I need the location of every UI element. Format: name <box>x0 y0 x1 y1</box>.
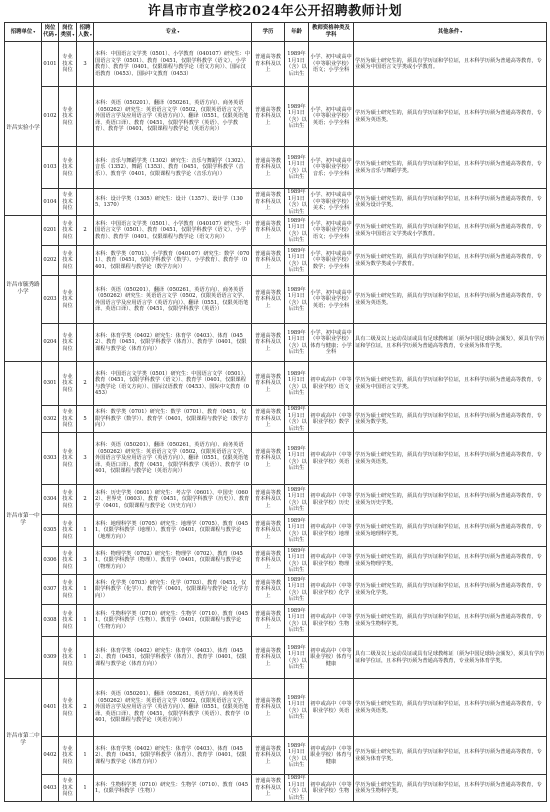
cert-cell: 小学、初中或高中（中等职业学校）体育与健康；小学全科 <box>309 324 354 362</box>
filter-dropdown-icon[interactable]: ▾ <box>54 32 57 37</box>
type-cell: 专业技术岗位 <box>59 406 77 433</box>
type-cell: 专业技术岗位 <box>59 575 77 605</box>
count-cell: 1 <box>77 637 94 679</box>
filter-dropdown-icon[interactable]: ▾ <box>460 28 463 34</box>
code-cell: 0202 <box>42 246 59 276</box>
cert-cell: 初中或高中（中等职业学校）化学 <box>309 575 354 605</box>
edu-cell: 普通高等教育本科及以上 <box>252 216 285 246</box>
code-cell: 0204 <box>42 324 59 362</box>
age-cell: 1989年1月1日（含）以后出生 <box>285 246 309 276</box>
cert-cell: 小学、初中或高中（中等职业学校）语文；小学全科 <box>309 216 354 246</box>
other-cell: 学历为硕士研究生的，须具有学历证和学位证，且本科学历须为普通高等教育，专业须为生物科学类。 <box>354 775 547 802</box>
code-cell: 0104 <box>42 189 59 216</box>
code-cell: 0304 <box>42 485 59 515</box>
type-cell: 专业技术岗位 <box>59 246 77 276</box>
code-cell: 0102 <box>42 87 59 147</box>
table-row <box>5 324 547 362</box>
other-cell: 学历为硕士研究生的，须具有学历证和学位证，且本科学历须为普通高等教育，专业须为中国语言文学类。 <box>354 362 547 406</box>
other-cell: 学历为硕士研究生的，须具有学历证和学位证，且本科学历须为普通高等教育，专业须为体育学类。 <box>354 737 547 775</box>
table-row <box>5 147 547 189</box>
edu-cell: 普通高等教育本科及以上 <box>252 605 285 637</box>
count-cell: 2 <box>77 485 94 515</box>
page-title: 许昌市市直学校2024年公开招聘教师计划 <box>147 4 403 19</box>
table-row <box>5 362 547 406</box>
major-cell: 本科：英语（050201）、翻译（050261，英语方向）、商务英语（050262）研究生：英语语言文学（0502，仅限英语语言文学、外国语言学及应用语言学（英语方向））、翻译（0551，仅限英语笔译、英语口译）、教育（0451，仅限学科教学（英语）） <box>94 276 252 324</box>
age-cell: 1989年1月1日（含）以后出生 <box>285 276 309 324</box>
cert-cell: 小学、初中或高中（中等职业学校）英语；小学全科 <box>309 87 354 147</box>
edu-cell: 普通高等教育本科及以上 <box>252 433 285 485</box>
edu-cell: 普通高等教育本科及以上 <box>252 679 285 737</box>
table-row <box>5 216 547 246</box>
cert-cell: 初中或高中（中等职业学校）体育与健康 <box>309 637 354 679</box>
unit-cell: 许昌实验小学 <box>5 42 42 216</box>
code-cell: 0308 <box>42 605 59 637</box>
age-cell: 1989年1月1日（含）以后出生 <box>285 637 309 679</box>
table-row <box>5 515 547 547</box>
cert-cell: 初中或高中（中等职业学校）地理 <box>309 515 354 547</box>
edu-cell: 普通高等教育本科及以上 <box>252 189 285 216</box>
type-cell: 专业技术岗位 <box>59 216 77 246</box>
other-cell: 学历为硕士研究生的，须具有学历证和学位证，且本科学历须为普通高等教育，专业须为地理科学类。 <box>354 515 547 547</box>
age-cell: 1989年1月1日（含）以后出生 <box>285 605 309 637</box>
age-cell: 1989年1月1日（含）以后出生 <box>285 679 309 737</box>
other-cell: 学历为硕士研究生的，须具有学历证和学位证，且本科学历须为普通高等教育，专业须为英语类。 <box>354 433 547 485</box>
count-cell <box>77 324 94 362</box>
header-age: 年龄 <box>285 23 309 42</box>
table-row <box>5 605 547 637</box>
table-header-row <box>5 23 547 42</box>
count-cell: 1 <box>77 605 94 637</box>
cert-cell: 初中或高中（中等职业学校）物理 <box>309 547 354 575</box>
other-cell: 学历为硕士研究生的，须具有学历证和学位证，且本科学历须为普通高等教育，专业须为历史学类。 <box>354 485 547 515</box>
edu-cell: 普通高等教育本科及以上 <box>252 42 285 87</box>
age-cell: 1989年1月1日（含）以后出生 <box>285 216 309 246</box>
count-cell: 2 <box>77 216 94 246</box>
age-cell: 1989年1月1日（含）以后出生 <box>285 485 309 515</box>
table-row <box>5 406 547 433</box>
code-cell: 0306 <box>42 547 59 575</box>
filter-dropdown-icon[interactable]: ▾ <box>33 28 36 34</box>
filter-dropdown-icon[interactable]: ▾ <box>72 32 75 37</box>
age-cell: 1989年1月1日（含）以后出生 <box>285 737 309 775</box>
age-cell: 1989年1月1日（含）以后出生 <box>286 775 307 801</box>
age-cell: 1989年1月1日（含）以后出生 <box>285 575 309 605</box>
table-row <box>5 637 547 679</box>
type-cell: 专业技术岗位 <box>59 679 77 737</box>
age-cell: 1989年1月1日（含）以后出生 <box>285 362 309 406</box>
code-cell: 0201 <box>42 216 59 246</box>
code-cell: 0307 <box>42 575 59 605</box>
age-cell: 1989年1月1日（含）以后出生 <box>285 42 309 87</box>
other-cell: 学历为硕士研究生的，须具有学历证和学位证，且本科学历须为普通高等教育，专业须为英语类。 <box>354 679 547 737</box>
count-cell: 5 <box>77 406 94 433</box>
table-row <box>5 737 547 775</box>
edu-cell: 普通高等教育本科及以上 <box>252 485 285 515</box>
code-cell: 0203 <box>42 276 59 324</box>
unit-cell: 许昌市毓秀路小学 <box>5 216 42 362</box>
edu-cell: 普通高等教育本科及以上 <box>252 147 285 189</box>
table-row <box>5 276 547 324</box>
cert-cell: 初中或高中（中等职业学校）生物 <box>309 605 354 637</box>
cert-cell: 小学、初中或高中（中等职业学校）音乐；小学全科 <box>309 147 354 189</box>
count-cell: 1 <box>77 775 94 802</box>
count-cell <box>77 246 94 276</box>
other-cell: 学历为硕士研究生的，须具有学历证和学位证，且本科学历须为普通高等教育，专业须为数学类或小学教育。 <box>354 246 547 276</box>
other-cell: 学历为硕士研究生的，须具有学历证和学位证，且本科学历须为普通高等教育，专业须为物理学类。 <box>354 547 547 575</box>
type-cell: 专业技术岗位 <box>59 189 77 216</box>
table-row <box>5 246 547 276</box>
type-cell: 专业技术岗位 <box>59 547 77 575</box>
table-row <box>5 547 547 575</box>
table-row <box>5 485 547 515</box>
header-cert: 教师资格种类及学科 <box>309 23 354 42</box>
cert-cell: 小学、初中或高中（中等职业学校）语文；小学全科 <box>309 42 354 87</box>
cert-cell: 初中或高中（中等职业学校）语文 <box>309 362 354 406</box>
edu-cell: 普通高等教育本科及以上 <box>252 362 285 406</box>
count-cell: 3 <box>77 547 94 575</box>
edu-cell: 普通高等教育本科及以上 <box>252 406 285 433</box>
header-unit[interactable]: 招聘单位▾ <box>5 23 42 42</box>
major-cell: 本科：化学类（0703）研究生：化学（0703）、教育（0451，仅限学科教学（化学））、教育学（0401，仅限课程与教学论（化学方向）） <box>94 575 252 605</box>
major-cell: 本科：英语（050201）、翻译（050261，英语方向）、商务英语（050262）研究生：英语语言文学（0502，仅限英语语言文学、外国语言学及应用语言学（英语方向））、翻译（0551，仅限英语笔译、英语口译）、教育（0451，仅限学科教学（英语）、小学教育）、教育学（0401，仅限课程与教学论（英语方向）） <box>94 87 252 147</box>
count-cell <box>77 87 94 147</box>
major-cell: 本科：历史学类（0601）研究生：考古学（0601）、中国史（0602）、世界史（0603）、教育（0451，仅限学科教学（历史））、教育学（0401，仅限课程与教学论（历史方向）） <box>94 485 252 515</box>
edu-cell: 普通高等教育本科及以上 <box>252 547 285 575</box>
type-cell: 专业技术岗位 <box>59 276 77 324</box>
type-cell: 专业技术岗位 <box>59 42 77 87</box>
count-cell: 1 <box>77 737 94 775</box>
age-cell: 1989年1月1日（含）以后出生 <box>285 433 309 485</box>
header-code[interactable]: 岗位代码▾ <box>42 23 59 42</box>
major-cell: 本科：中国语言文学类（0501）、小学教育（040107）研究生：中国语言文学（0501）、教育（0451，仅限学科教学（语文）、小学教育）、教育学（0401，仅限课程与教学论（语文方向））、国际汉语教育（0453）、国际中文教育（0453） <box>94 42 252 87</box>
code-cell: 0305 <box>42 515 59 547</box>
cert-cell: 小学、初中或高中（中等职业学校）英语；小学全科 <box>309 276 354 324</box>
filter-dropdown-icon[interactable]: ▾ <box>177 28 180 34</box>
cert-cell: 初中或高中（中等职业学校）数学 <box>309 406 354 433</box>
header-other[interactable]: 其他条件▾ <box>354 23 547 42</box>
table-row <box>5 87 547 147</box>
cert-cell: 初中或高中（中等职业学校）英语 <box>309 679 354 737</box>
major-cell: 本科：英语（050201）、翻译（050261，英语方向）、商务英语（050262）研究生：英语语言文学（0502，仅限英语语言文学、外国语言学及应用语言学（英语方向））、翻译（0551，仅限英语笔译、英语口译）、教育（0451，仅限学科教学（英语））、教育学（0401，仅限课程与教学论（英语方向）） <box>94 679 252 737</box>
cert-cell: 初中或高中（中等职业学校）体育与健康 <box>309 737 354 775</box>
code-cell: 0103 <box>42 147 59 189</box>
table-row <box>5 189 547 216</box>
major-cell: 本科：中国语言文学类（0501）研究生：中国语言文学（0501）、教育（0451，仅限学科教学（语文））、教育学（0401，仅限课程与教学论（语文方向））、国际汉语教育（0453）、国际中文教育（0453） <box>94 362 252 406</box>
filter-dropdown-icon[interactable]: ▾ <box>89 32 92 37</box>
count-cell <box>77 276 94 324</box>
count-cell <box>77 189 94 216</box>
age-cell: 1989年1月1日（含）以后出生 <box>286 189 307 215</box>
other-cell: 学历为硕士研究生的，须具有学历证和学位证，且本科学历须为普通高等教育，专业须为设计学类。 <box>354 189 547 216</box>
major-cell: 本科：生物科学类（0710）研究生：生物学（0710）、教育（0451，仅限学科教学（生物））、教育学（0401，仅限课程与教学论（生物方向）） <box>94 605 252 637</box>
count-cell: 2 <box>77 362 94 406</box>
age-cell: 1989年1月1日（含）以后出生 <box>285 515 309 547</box>
type-cell: 专业技术岗位 <box>59 324 77 362</box>
other-cell: 学历为硕士研究生的，须具有学历证和学位证，且本科学历须为普通高等教育，专业须为中国语言文学类或小学教育。 <box>354 216 547 246</box>
edu-cell: 普通高等教育本科及以上 <box>252 246 285 276</box>
count-cell: 1 <box>77 575 94 605</box>
header-major[interactable]: 专业▾ <box>94 23 252 42</box>
count-cell: 1 <box>77 515 94 547</box>
table-row <box>5 575 547 605</box>
type-cell: 专业技术岗位 <box>59 605 77 637</box>
count-cell: 2 <box>77 679 94 737</box>
type-cell: 专业技术岗位 <box>59 515 77 547</box>
type-cell: 专业技术岗位 <box>59 637 77 679</box>
major-cell: 本科：地理科学类（0705）研究生：地理学（0705）、教育（0451，仅限学科教学（地理））、教育学（0401，仅限课程与教学论（地理方向）） <box>94 515 252 547</box>
age-cell: 1989年1月1日（含）以后出生 <box>285 147 309 189</box>
header-count[interactable]: 招聘人数▾ <box>77 23 94 42</box>
type-cell: 专业技术岗位 <box>59 737 77 775</box>
major-cell: 本科：英语（050201）、翻译（050261，英语方向）、商务英语（050262）研究生：英语语言文学（0502，仅限英语语言文学、外国语言学及应用语言学（英语方向））、翻译（0551，仅限英语笔译、英语口译）、教育（0451，仅限学科教学（英语））、教育学（0401，仅限课程与教学论（英语方向）） <box>94 433 252 485</box>
edu-cell: 普通高等教育本科及以上 <box>252 515 285 547</box>
code-cell: 0301 <box>42 362 59 406</box>
major-cell: 本科：体育学类（0402）研究生：体育学（0403）、体育（0452）、教育（0451，仅限学科教学（体育））、教育学（0401，仅限课程与教学论（体育方向）） <box>94 637 252 679</box>
recruitment-table <box>4 22 547 802</box>
other-cell: 学历为硕士研究生的，须具有学历证和学位证，且本科学历须为普通高等教育，专业须为英语类。 <box>354 276 547 324</box>
cert-cell: 小学、初中或高中（中等职业学校）美术；小学全科 <box>309 189 354 216</box>
edu-cell: 普通高等教育本科及以上 <box>252 737 285 775</box>
type-cell: 专业技术岗位 <box>59 87 77 147</box>
other-cell: 学历为硕士研究生的，须具有学历证和学位证，且本科学历须为普通高等教育，专业须为音乐与舞蹈学类。 <box>354 147 547 189</box>
edu-cell: 普通高等教育本科及以上 <box>252 575 285 605</box>
major-cell: 本科：体育学类（0402）研究生：体育学（0403）、体育（0452）、教育（0451，仅限学科教学（体育））、教育学（0401，仅限课程与教学论（体育方向）） <box>94 324 252 362</box>
other-cell: 学历为硕士研究生的，须具有学历证和学位证，且本科学历须为普通高等教育，专业须为中国语言文学类或小学教育。 <box>354 42 547 87</box>
major-cell: 本科：音乐与舞蹈学类（1302）研究生：音乐与舞蹈学（1302）、音乐（1352）、舞蹈（1353）、教育（0451，仅限学科教学（音乐））、教育学（0401，仅限课程与教学论（音乐方向）） <box>94 147 252 189</box>
other-cell: 学历为硕士研究生的，须具有学历证和学位证，且本科学历须为普通高等教育，专业须为英语类。 <box>354 87 547 147</box>
cert-cell: 小学、初中或高中（中等职业学校）数学；小学全科 <box>309 246 354 276</box>
major-cell: 本科：中国语言文学类（0501）、小学教育（040107）研究生：中国语言文学（0501）、教育（0451，仅限学科教学（语文）、小学教育）、教育学（0401，仅限课程与教学论（语文方向）） <box>94 216 252 246</box>
edu-cell: 普通高等教育本科及以上 <box>252 637 285 679</box>
age-cell: 1989年1月1日（含）以后出生 <box>285 87 309 147</box>
major-cell: 本科：生物科学类（0710）研究生：生物学（0710）、教育（0451，仅限学科教学（生物）） <box>94 775 252 802</box>
code-cell: 0309 <box>42 637 59 679</box>
header-edu: 学历 <box>252 23 285 42</box>
unit-cell: 许昌市第二中学 <box>5 679 42 802</box>
document-page <box>4 2 546 808</box>
type-cell: 专业技术岗位 <box>59 775 77 802</box>
code-cell: 0101 <box>42 42 59 87</box>
count-cell: 3 <box>77 42 94 87</box>
major-cell: 本科：数学类（0701）研究生：数学（0701）、教育（0451，仅限学科教学（数学））、教育学（0401，仅限课程与教学论（数学方向）） <box>94 406 252 433</box>
age-cell: 1989年1月1日（含）以后出生 <box>286 406 307 432</box>
other-cell: 学历为硕士研究生的，须具有学历证和学位证，且本科学历须为普通高等教育，专业须为数学类。 <box>354 406 547 433</box>
unit-cell: 许昌市第一中学 <box>5 362 42 679</box>
edu-cell: 普通高等教育本科及以上 <box>252 775 285 802</box>
table-row <box>5 775 547 802</box>
count-cell: 3 <box>77 433 94 485</box>
edu-cell: 普通高等教育本科及以上 <box>252 324 285 362</box>
count-cell <box>77 147 94 189</box>
cert-cell: 初中或高中（中等职业学校）历史 <box>309 485 354 515</box>
other-cell: 具有二级及以上运动员证或具有足球教练证（须为中国足球协会颁发），须具有学历证和学位证，且本科学历须为普通高等教育，专业须为体育学类。 <box>354 324 547 362</box>
code-cell: 0402 <box>42 737 59 775</box>
cert-cell: 初中或高中（中等职业学校）英语 <box>309 433 354 485</box>
other-cell: 具有二级及以上运动员证或具有足球教练证（须为中国足球协会颁发），须具有学历证和学位证，且本科学历须为普通高等教育，专业须为体育学类。 <box>354 637 547 679</box>
table-row <box>5 679 547 737</box>
code-cell: 0302 <box>42 406 59 433</box>
major-cell: 本科：物理学类（0702）研究生：物理学（0702）、教育（0451，仅限学科教学（物理））、教育学（0401，仅限课程与教学论（物理方向）） <box>94 547 252 575</box>
type-cell: 专业技术岗位 <box>59 362 77 406</box>
type-cell: 专业技术岗位 <box>59 147 77 189</box>
edu-cell: 普通高等教育本科及以上 <box>252 276 285 324</box>
header-type[interactable]: 岗位类别▾ <box>59 23 77 42</box>
code-cell: 0403 <box>42 775 59 802</box>
type-cell: 专业技术岗位 <box>59 485 77 515</box>
cert-cell: 初中或高中（中等职业学校）生物 <box>309 775 354 802</box>
edu-cell: 普通高等教育本科及以上 <box>252 87 285 147</box>
other-cell: 学历为硕士研究生的，须具有学历证和学位证，且本科学历须为普通高等教育，专业须为生物科学类。 <box>354 605 547 637</box>
age-cell: 1989年1月1日（含）以后出生 <box>286 547 307 573</box>
other-cell: 学历为硕士研究生的，须具有学历证和学位证，且本科学历须为普通高等教育，专业须为化学类。 <box>354 575 547 605</box>
type-cell: 专业技术岗位 <box>59 433 77 485</box>
code-cell: 0303 <box>42 433 59 485</box>
table-row <box>5 433 547 485</box>
major-cell: 本科：数学类（0701）、小学教育（040107）研究生：数学（0701）、教育（0451，仅限学科教学（数学）、小学教育）、教育学（0401，仅限课程与教学论（数学方向）） <box>94 246 252 276</box>
major-cell: 本科：体育学类（0402）研究生：体育学（0403）、体育（0452）、教育（0451，仅限学科教学（体育））、教育学（0401，仅限课程与教学论（体育方向）） <box>94 737 252 775</box>
table-row <box>5 42 547 87</box>
major-cell: 本科：设计学类（1305）研究生：设计（1357）、设计学（1305、1370） <box>94 189 252 216</box>
age-cell: 1989年1月1日（含）以后出生 <box>285 324 309 362</box>
code-cell: 0401 <box>42 679 59 737</box>
